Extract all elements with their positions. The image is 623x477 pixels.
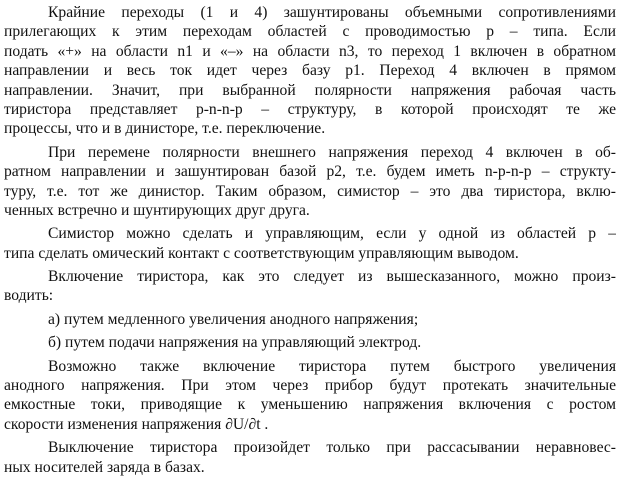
text-line: туру, т.е. тот же динистор. Таким образом, симистор – это два тиристора, вклю- xyxy=(4,182,616,200)
text-line: ратном направлении и зашунтирован базой p2, т.е. будем иметь n-p-n-p – структу- xyxy=(4,163,616,181)
text-line: прилегающих к этим переходам областей с проводимостью p – типа. Если xyxy=(4,23,616,41)
text-line: процессы, что и в динисторе, т.е. переключение. xyxy=(4,120,326,138)
text-line: скорости изменения напряжения ∂U/∂t . xyxy=(4,415,269,433)
text-line: б) путем подачи напряжения на управляющий электрод. xyxy=(48,334,422,352)
text-line: Выключение тиристора произойдет только при рассасывании неравновес- xyxy=(48,439,616,457)
text-line: анодного напряжения. При этом через прибор будут протекать значительные xyxy=(4,377,616,395)
text-line: Возможно также включение тиристора путем быстрого увеличения xyxy=(48,357,616,375)
text-line: ченных встречно и шунтирующих друг друга. xyxy=(4,201,310,219)
paragraph-4 xyxy=(4,267,616,306)
list-item-b xyxy=(4,333,616,352)
text-line: а) путем медленного увеличения анодного напряжения; xyxy=(48,310,419,328)
text-line: При перемене полярности внешнего напряжения переход 4 включен в об- xyxy=(48,143,616,161)
text-line: Симистор можно сделать и управляющим, если у одной из областей p – xyxy=(48,225,616,243)
text-line: емкостные токи, приводящие к уменьшению напряжения включения с ростом xyxy=(4,396,616,414)
text-line: Крайние переходы (1 и 4) зашунтированы объемными сопротивлениями xyxy=(48,4,616,21)
paragraph-3 xyxy=(4,224,616,263)
paragraph-2 xyxy=(4,143,616,221)
paragraph-1 xyxy=(4,3,616,139)
text-line: типа сделать омический контакт с соответствующим управляющим выводом. xyxy=(4,244,519,262)
document-page xyxy=(4,3,616,477)
text-line: подать «+» на области n1 и «–» на области n3, то переход 1 включен в обратном xyxy=(4,42,616,60)
paragraph-5 xyxy=(4,357,616,435)
paragraph-6 xyxy=(4,438,616,477)
text-line: Включение тиристора, как это следует из вышесказанного, можно произ- xyxy=(48,268,616,286)
list-item-a xyxy=(4,310,616,329)
text-line: направлении. Значит, при выбранной полярности напряжения рабочая часть xyxy=(4,81,616,99)
text-line: ных носителей заряда в базах. xyxy=(4,458,205,476)
text-line: тиристора представляет p-n-n-p – структуру, в которой происходят те же xyxy=(4,100,616,118)
text-line: водить: xyxy=(4,287,54,305)
text-line: направлении и весь ток идет через базу p1. Переход 4 включен в прямом xyxy=(4,62,616,80)
